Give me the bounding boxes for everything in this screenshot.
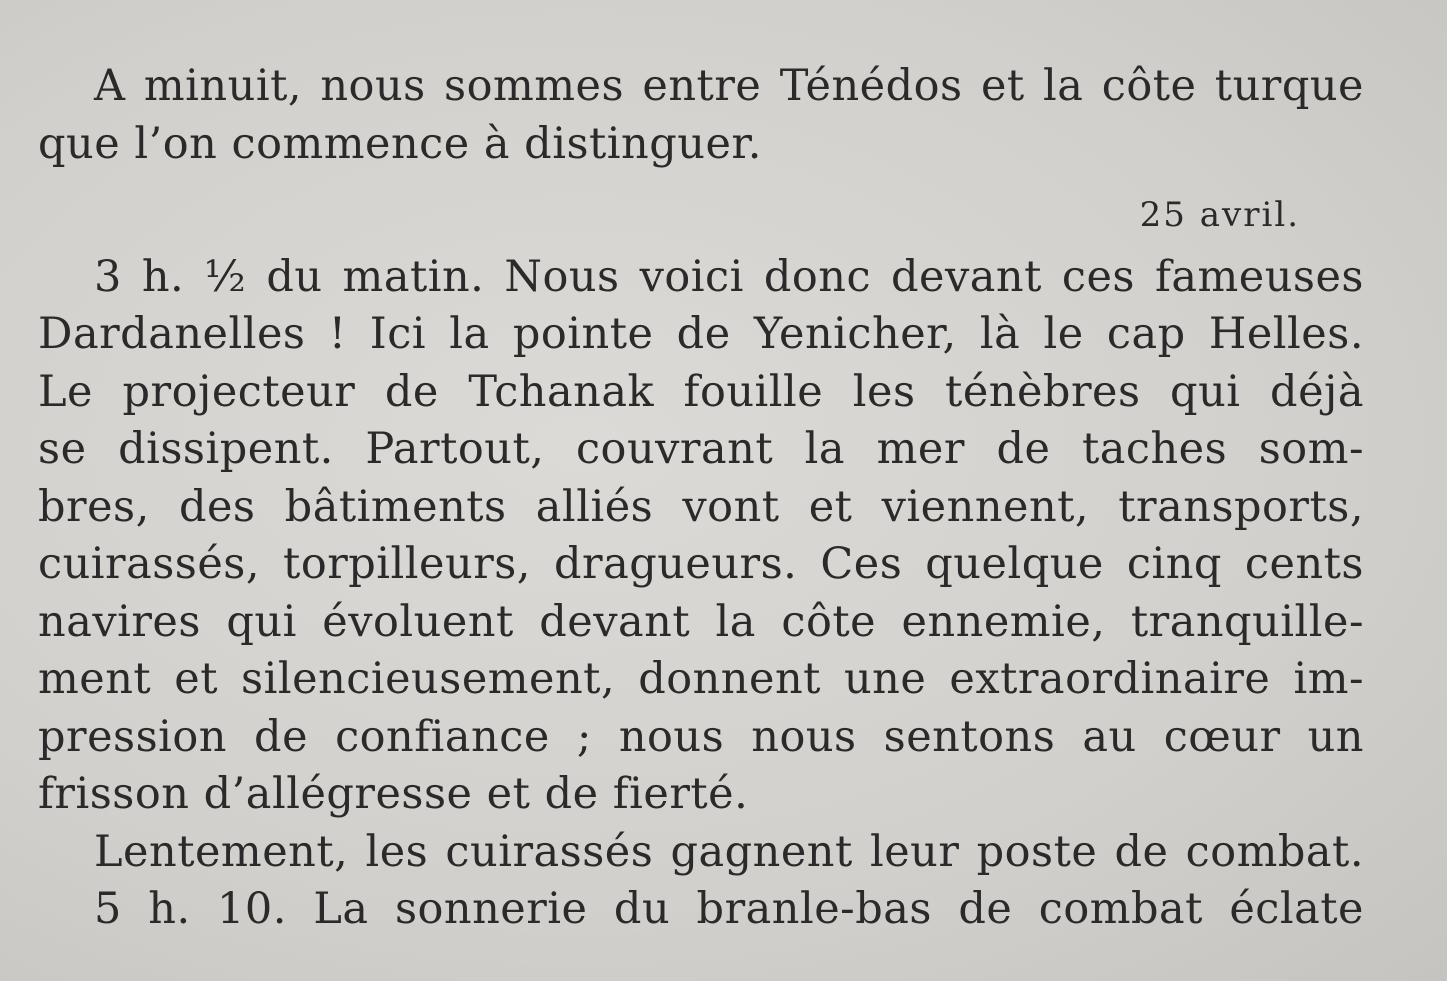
paragraph-1-line-1: A minuit, nous sommes entre Ténédos et la côte turque bbox=[94, 61, 1364, 111]
paragraph-2-line-3: Le projecteur de Tchanak fouille les ténèbres qui déjà bbox=[38, 366, 1364, 417]
paragraph-1-line-2: que l’on commence à distinguer. bbox=[38, 118, 762, 169]
paragraph-2-line-9: pression de confiance ; nous nous sentons au cœur un bbox=[38, 711, 1364, 762]
paragraph-2-line-10: frisson d’allégresse et de fierté. bbox=[38, 769, 749, 819]
paragraph-4-line-1: 5 h. 10. La sonnerie du branle-bas de combat éclate bbox=[94, 884, 1364, 934]
paragraph-2-line-6: cuirassés, torpilleurs, dragueurs. Ces quelque cinq cents bbox=[38, 539, 1364, 589]
paragraph-2-line-7: navires qui évoluent devant la côte ennemie, tranquille- bbox=[38, 596, 1364, 647]
page-text bbox=[38, 58, 1364, 939]
paragraph-2-line-4: se dissipent. Partout, couvrant la mer de taches som- bbox=[38, 424, 1364, 474]
paragraph-2-line-5: bres, des bâtiments alliés vont et viennent, transports, bbox=[38, 481, 1364, 532]
date-heading: 25 avril. bbox=[1139, 195, 1300, 235]
paragraph-2-line-2: Dardanelles ! Ici la pointe de Yenicher, là le cap Helles. bbox=[38, 309, 1364, 359]
paragraph-3-line-1: Lentement, les cuirassés gagnent leur poste de combat. bbox=[94, 826, 1364, 877]
paragraph-2-line-8: ment et silencieusement, donnent une extraordinaire im- bbox=[38, 654, 1364, 704]
paragraph-2-line-1: 3 h. ½ du matin. Nous voici donc devant ces fameuses bbox=[94, 251, 1364, 302]
